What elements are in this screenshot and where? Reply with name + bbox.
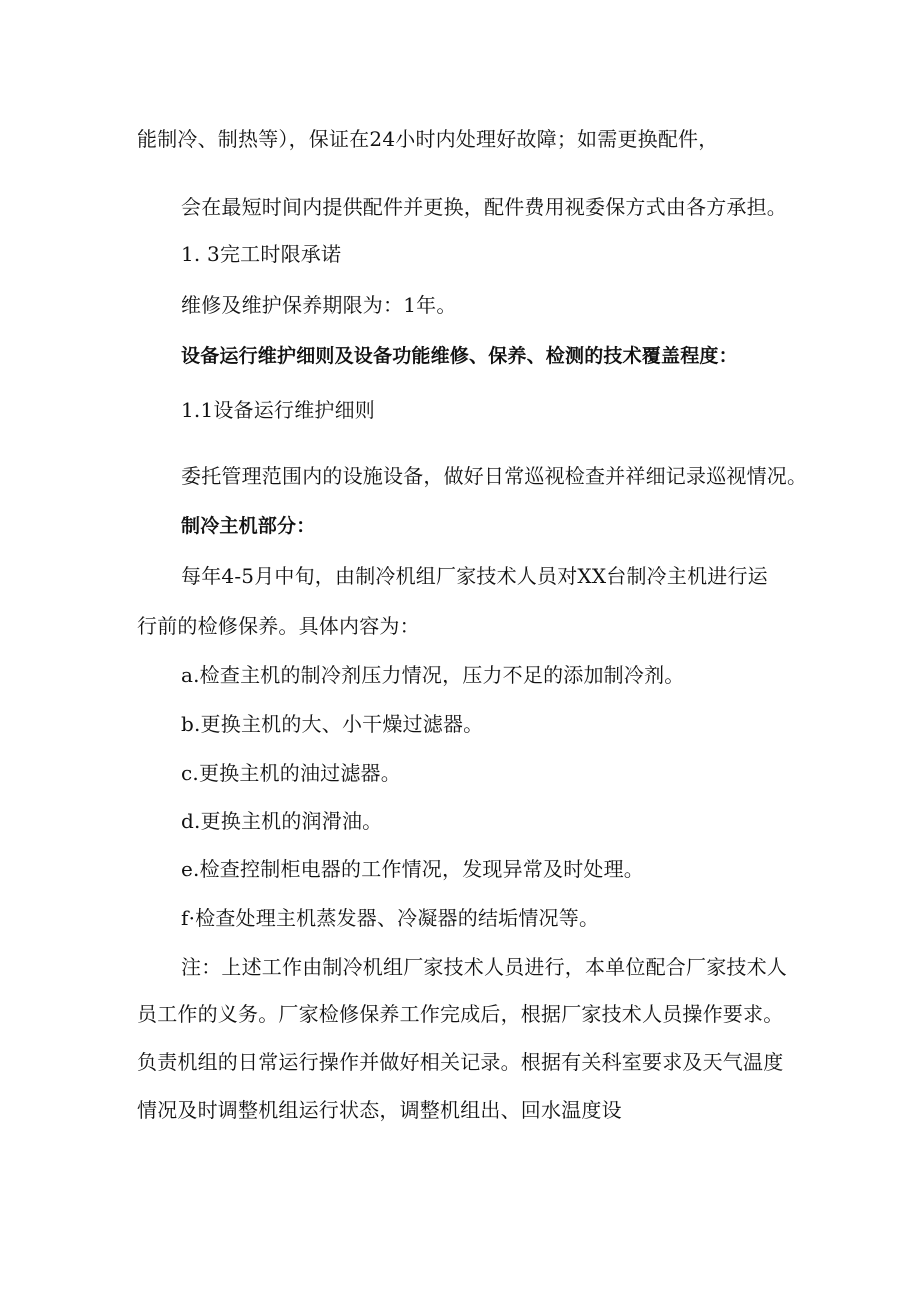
text-line: 委托管理范围内的设施设备，做好日常巡视检查并祥细记录巡视情况。: [181, 464, 808, 488]
list-item: e.检查控制柜电器的工作情况，发现异常及时处理。: [181, 857, 644, 881]
text-line: 行前的检修保养。具体内容为：: [137, 614, 420, 638]
text-line: 负责机组的日常运行操作并做好相关记录。根据有关科室要求及天气温度: [137, 1050, 784, 1074]
text-line: 注：上述工作由制冷机组厂家技术人员进行，本单位配合厂家技术人: [181, 955, 787, 979]
text-line: 每年4-5月中旬，由制冷机组厂家技术人员对XX台制冷主机进行运: [181, 564, 768, 588]
section-heading: 1.1设备运行维护细则: [181, 398, 376, 422]
list-item: d.更换主机的润滑油。: [181, 809, 383, 833]
text-line: 会在最短时间内提供配件并更换，配件费用视委保方式由各方承担。: [181, 195, 787, 219]
text-line: 情况及时调整机组运行状态，调整机组出、回水温度设: [137, 1098, 622, 1122]
section-heading: 1. 3完工时限承诺: [181, 242, 342, 266]
list-item: c.更换主机的油过滤器。: [181, 761, 401, 785]
list-item: a.检查主机的制冷剂压力情况，压力不足的添加制冷剂。: [181, 663, 685, 687]
text-line: 能制冷、制热等），保证在24小时内处理好故障；如需更换配件，: [137, 127, 719, 151]
list-item: f·检查处理主机蒸发器、冷凝器的结垢情况等。: [181, 906, 600, 930]
bold-heading: 设备运行维护细则及设备功能维修、保养、检测的技术覆盖程度：: [181, 345, 738, 367]
text-line: 维修及维护保养期限为：1年。: [181, 293, 457, 317]
list-item: b.更换主机的大、小干燥过滤器。: [181, 712, 484, 736]
bold-heading: 制冷主机部分：: [181, 515, 316, 537]
text-line: 员工作的义务。厂家检修保养工作完成后，根据厂家技术人员操作要求。: [137, 1002, 784, 1026]
